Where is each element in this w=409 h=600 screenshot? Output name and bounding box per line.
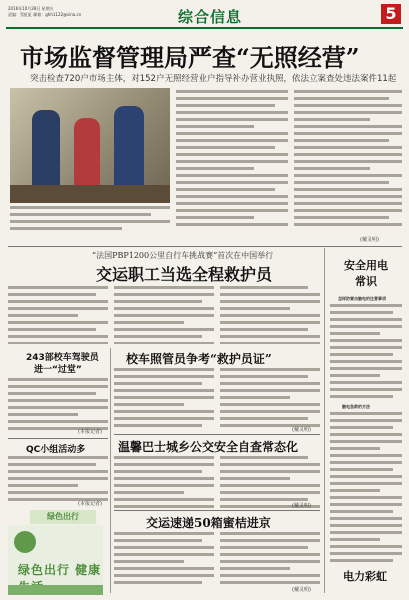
issue-meta — [8, 6, 81, 18]
lottery-label: 电力彩虹 — [343, 570, 387, 583]
lead-author: (戴灵明) — [360, 237, 379, 243]
article3-divider — [8, 438, 108, 439]
article4-author: (本报记者) — [78, 501, 102, 507]
lead-body-col2 — [294, 90, 402, 230]
sidebar-title — [330, 258, 402, 290]
article2-title: 交运职工当选全程救护员 — [96, 265, 273, 284]
photo-person-officer — [114, 106, 144, 191]
lead-divider — [8, 246, 402, 247]
article3-body — [8, 378, 108, 430]
sidebar-divider — [324, 248, 325, 593]
article6-author: (戴灵明) — [292, 503, 311, 509]
article7-title: 交运速递50箱蜜桔进京 — [146, 516, 271, 530]
sidebar-body-2 — [330, 412, 402, 562]
article3-title: 243部校车驾驶员 — [26, 353, 99, 363]
article2-body-col3 — [220, 286, 320, 344]
ad-footer-bar — [8, 585, 103, 595]
photo-person-inspector — [32, 110, 60, 190]
article7-body-col1 — [114, 532, 214, 584]
article2-kicker: “法国PBP1200公里自行车挑战赛”首次在中国举行 — [92, 251, 274, 260]
photo-person-owner — [74, 118, 100, 188]
article6-title: 温馨巴士城乡公交安全自查常态化 — [118, 440, 299, 454]
article3-title2: 进一“过堂” — [34, 365, 82, 375]
article5-body-col2 — [220, 368, 320, 430]
sidebar-title-line1: 安全用电 — [344, 259, 388, 272]
issue-date: 2016年10月28日 星期五 — [8, 6, 54, 11]
sidebar-subhead-1: 怎样防雷击触电的注意事项 — [338, 296, 386, 301]
article5-body-col1 — [114, 368, 214, 430]
photo-desk — [10, 185, 170, 203]
lead-headline: 市场监督管理局严查“无照经营” — [20, 43, 360, 72]
article3-author: (本报记者) — [78, 429, 102, 435]
article4-title: QC小组活动多 — [26, 445, 86, 455]
page-header — [0, 0, 409, 30]
article4-body — [8, 456, 108, 502]
article6-body-col2 — [220, 456, 320, 508]
article2-body-col2 — [114, 286, 214, 344]
lead-photo — [10, 88, 170, 203]
sidebar-body-1 — [330, 304, 402, 400]
article7-body-col2 — [220, 532, 320, 584]
article5-author: (戴灵明) — [292, 427, 311, 433]
leaf-icon — [14, 531, 36, 553]
lead-body-col1 — [176, 90, 288, 230]
article2-body-col1 — [8, 286, 108, 344]
green-travel-banner: 绿色出行 — [30, 510, 96, 524]
article5-divider — [114, 434, 320, 435]
article7-author: (戴灵明) — [292, 587, 311, 593]
editor-contact: 责编：蔡虹虹 邮箱：ghh1122@sina.cn — [8, 12, 82, 17]
article6-body-col1 — [114, 456, 214, 508]
sidebar-subhead-2: 触电急救的方法 — [342, 404, 370, 409]
left-col-divider — [110, 348, 111, 593]
header-rule — [6, 27, 403, 29]
lead-body-bottom — [10, 206, 170, 230]
article6-divider — [114, 510, 320, 511]
page-number: 5 — [381, 4, 401, 24]
green-travel-ad — [8, 525, 103, 595]
ad-slogan: 绿色出行 健康 — [18, 563, 102, 577]
article5-title: 校车照管员争考“救护员证” — [126, 352, 272, 366]
sidebar-title-line2: 常识 — [355, 275, 377, 288]
section-title: 综合信息 — [178, 8, 243, 26]
lead-subhead: 突击检查720户市场主体，对152户无照经营业户指导补办营业执照，依法立案查处违法案件11起 — [30, 74, 397, 84]
